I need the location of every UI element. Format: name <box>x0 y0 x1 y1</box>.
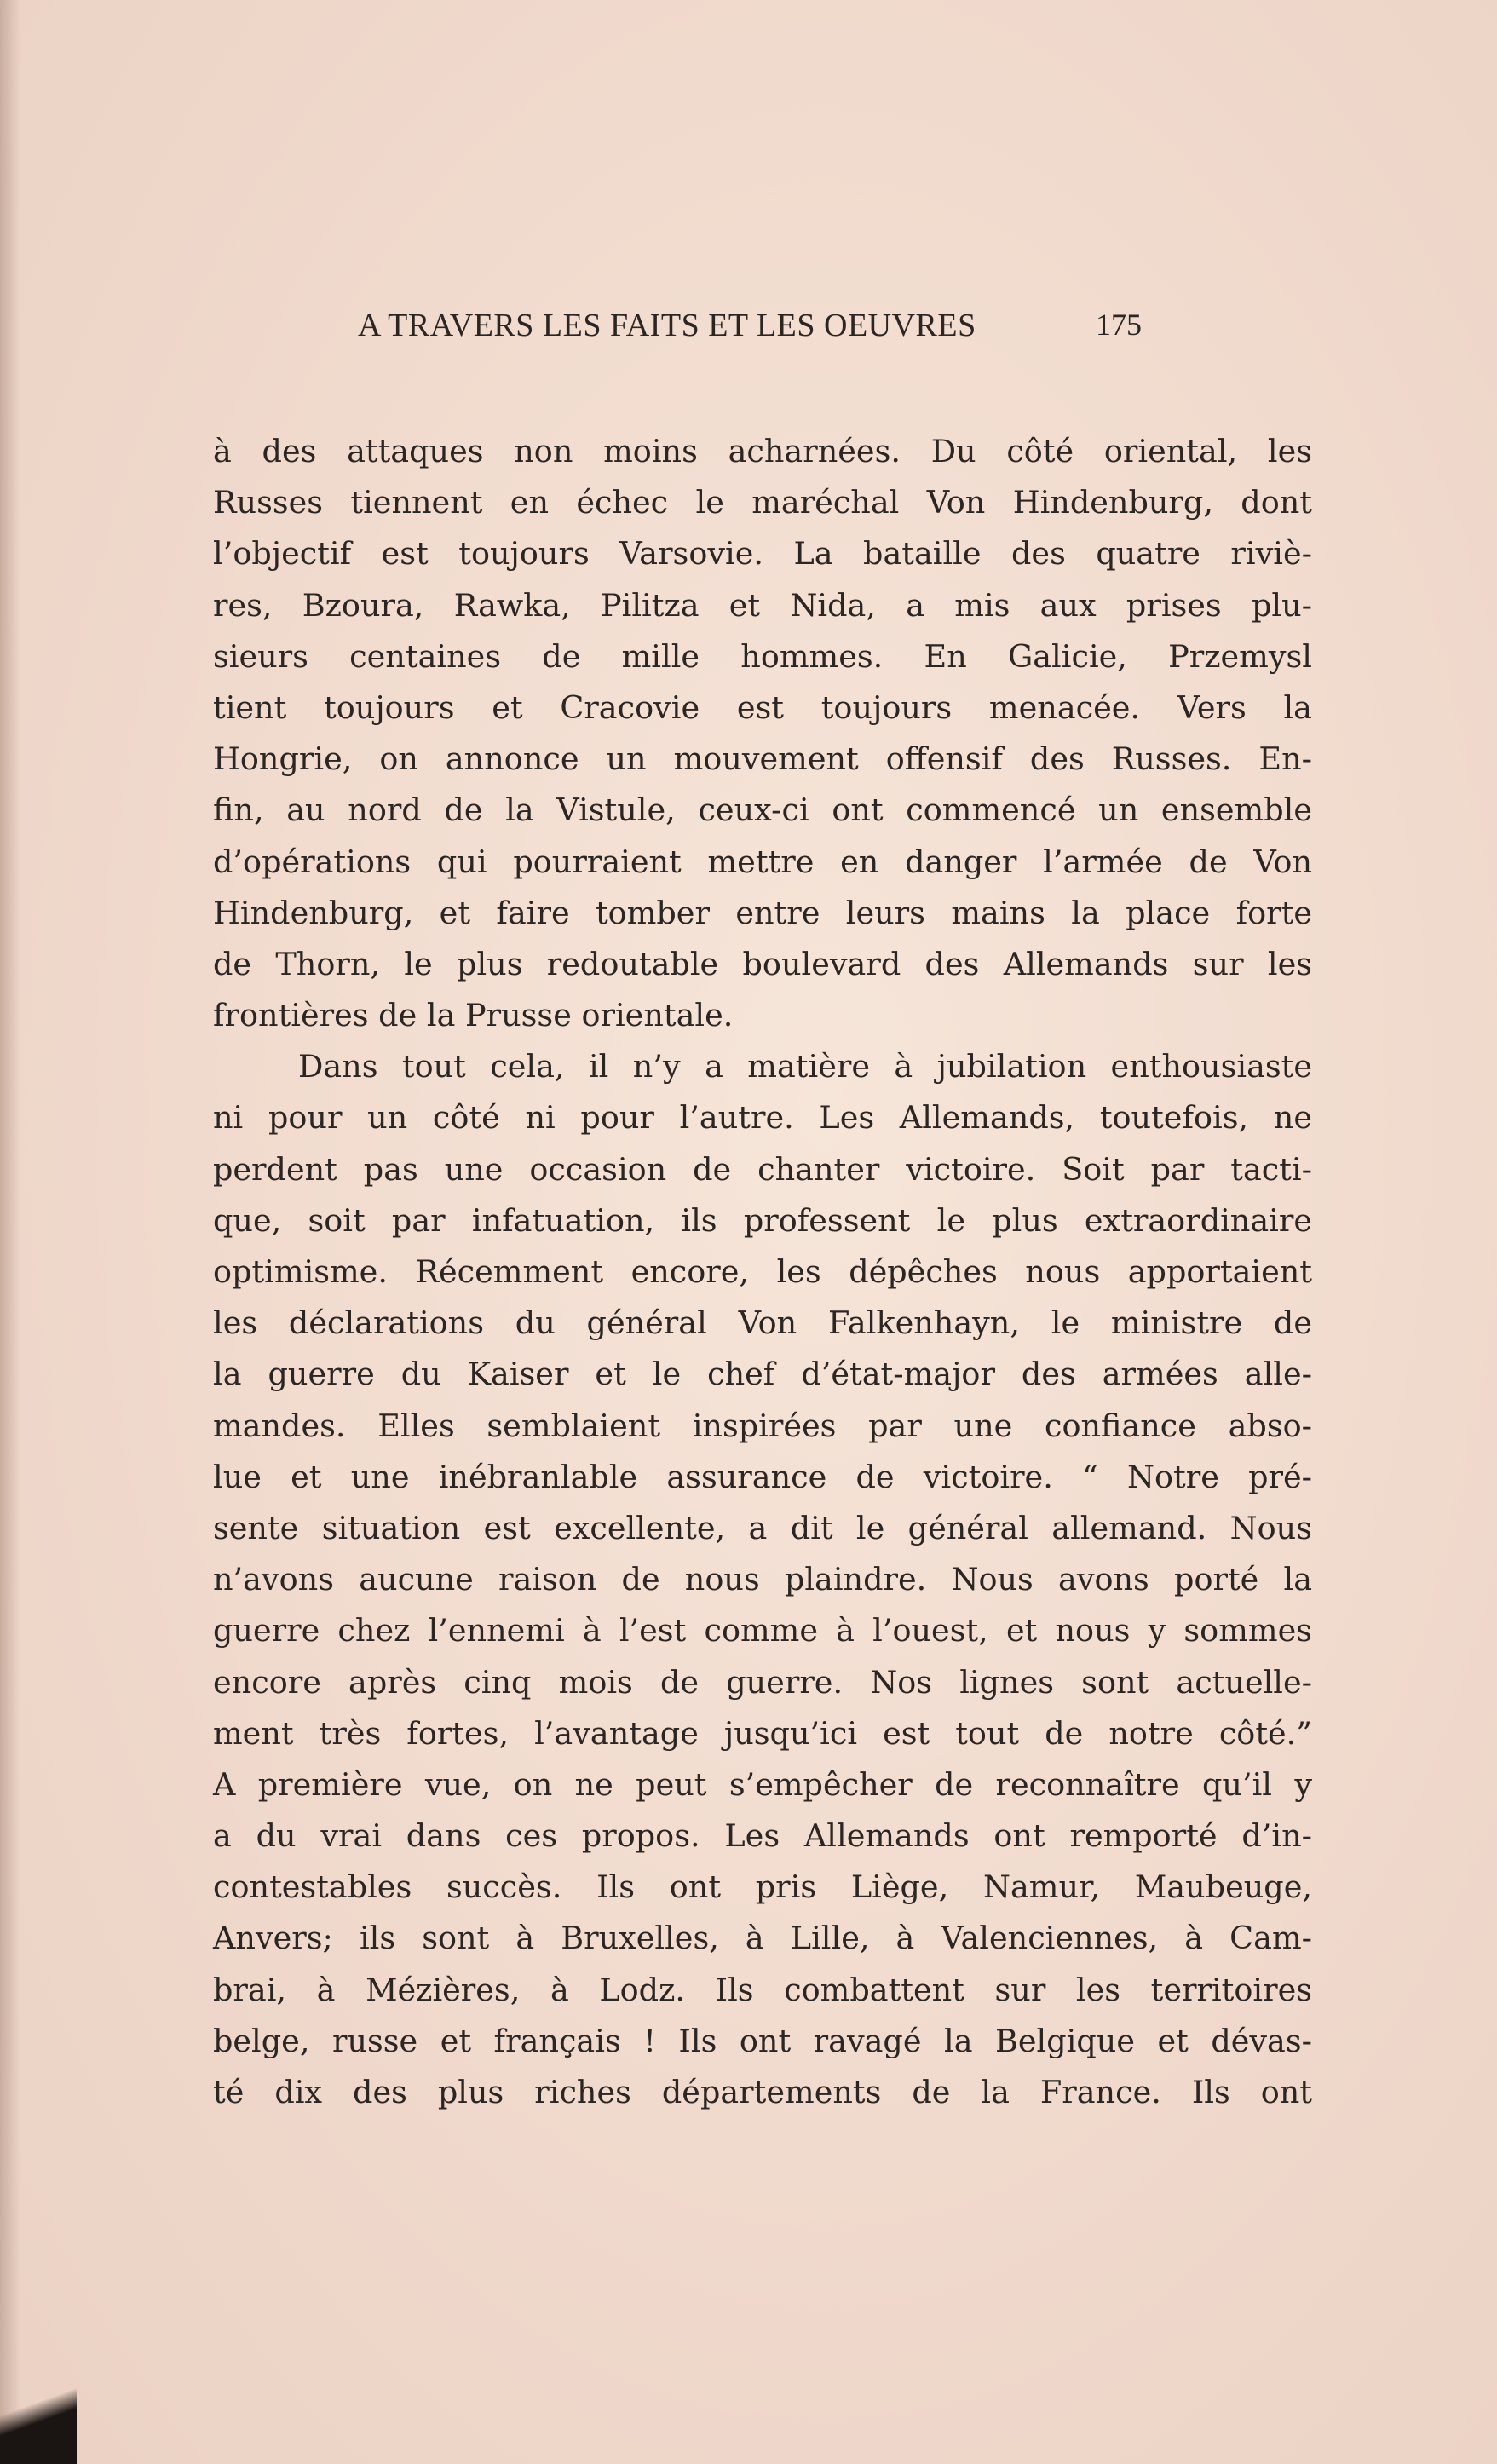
paragraph-first-line: Dans tout cela, il n’y a matière à jubilation enthousiaste <box>298 1048 1312 1085</box>
text-line: brai, à Mézières, à Lodz. Ils combattent sur les territoires <box>213 1971 1312 2008</box>
page-corner-shadow <box>0 2353 77 2464</box>
text-line: guerre chez l’ennemi à l’est comme à l’ouest, et nous y sommes <box>213 1612 1312 1649</box>
text-line: n’avons aucune raison de nous plaindre. Nous avons porté la <box>213 1561 1312 1598</box>
text-line: à des attaques non moins acharnées. Du côté oriental, les <box>213 433 1312 469</box>
text-line: optimisme. Récemment encore, les dépêches nous apportaient <box>213 1253 1312 1290</box>
running-title: A TRAVERS LES FAITS ET LES OEUVRES <box>358 308 976 343</box>
text-line: A première vue, on ne peut s’empêcher de reconnaître qu’il y <box>213 1765 1312 1803</box>
text-line: la guerre du Kaiser et le chef d’état-major des armées alle- <box>213 1356 1312 1393</box>
text-line: de Thorn, le plus redoutable boulevard des Allemands sur les <box>213 945 1312 982</box>
text-line: ni pour un côté ni pour l’autre. Les Allemands, toutefois, ne <box>213 1099 1312 1137</box>
text-line: ment très fortes, l’avantage jusqu’ici est tout de notre côté.” <box>213 1714 1312 1752</box>
text-line: encore après cinq mois de guerre. Nos lignes sont actuelle- <box>213 1663 1312 1701</box>
text-line: lue et une inébranlable assurance de victoire. “ Notre pré- <box>213 1458 1312 1495</box>
text-line: sente situation est excellente, a dit le général allemand. Nous <box>213 1509 1312 1546</box>
text-line: fin, au nord de la Vistule, ceux-ci ont commencé un ensemble <box>213 792 1312 829</box>
binding-gutter-shadow <box>0 0 20 2464</box>
text-line: té dix des plus riches départements de la France. Ils ont <box>213 2074 1312 2110</box>
text-line: frontières de la Prusse orientale. <box>213 997 734 1034</box>
text-line: sieurs centaines de mille hommes. En Galicie, Przemysl <box>213 637 1312 675</box>
text-line: Anvers; ils sont à Bruxelles, à Lille, à Valenciennes, à Cam- <box>213 1920 1312 1957</box>
running-head <box>358 307 1142 358</box>
text-line: contestables succès. Ils ont pris Liège, Namur, Maubeuge, <box>213 1868 1312 1906</box>
text-line: mandes. Elles semblaient inspirées par une confiance abso- <box>213 1407 1312 1444</box>
text-line: que, soit par infatuation, ils professent le plus extraordinaire <box>213 1201 1312 1239</box>
text-line: Hongrie, on annonce un mouvement offensif des Russes. En- <box>213 740 1312 778</box>
text-line: tient toujours et Cracovie est toujours menacée. Vers la <box>213 688 1312 726</box>
body-text <box>213 426 1312 2118</box>
text-line: res, Bzoura, Rawka, Pilitza et Nida, a mis aux prises plu- <box>213 586 1312 624</box>
text-line: a du vrai dans ces propos. Les Allemands ont remporté d’in- <box>213 1817 1312 1855</box>
text-line: l’objectif est toujours Varsovie. La bataille des quatre riviè- <box>213 535 1312 573</box>
text-line: perdent pas une occasion de chanter victoire. Soit par tacti- <box>213 1150 1312 1188</box>
text-line: Russes tiennent en échec le maréchal Von Hindenburg, dont <box>213 484 1312 521</box>
page-number: 175 <box>1096 308 1142 342</box>
text-line: d’opérations qui pourraient mettre en danger l’armée de Von <box>213 843 1312 880</box>
text-line: Hindenburg, et faire tomber entre leurs mains la place forte <box>213 894 1312 931</box>
text-line: les déclarations du général Von Falkenhayn, le ministre de <box>213 1304 1312 1342</box>
text-line: belge, russe et français ! Ils ont ravagé la Belgique et dévas- <box>213 2022 1312 2059</box>
